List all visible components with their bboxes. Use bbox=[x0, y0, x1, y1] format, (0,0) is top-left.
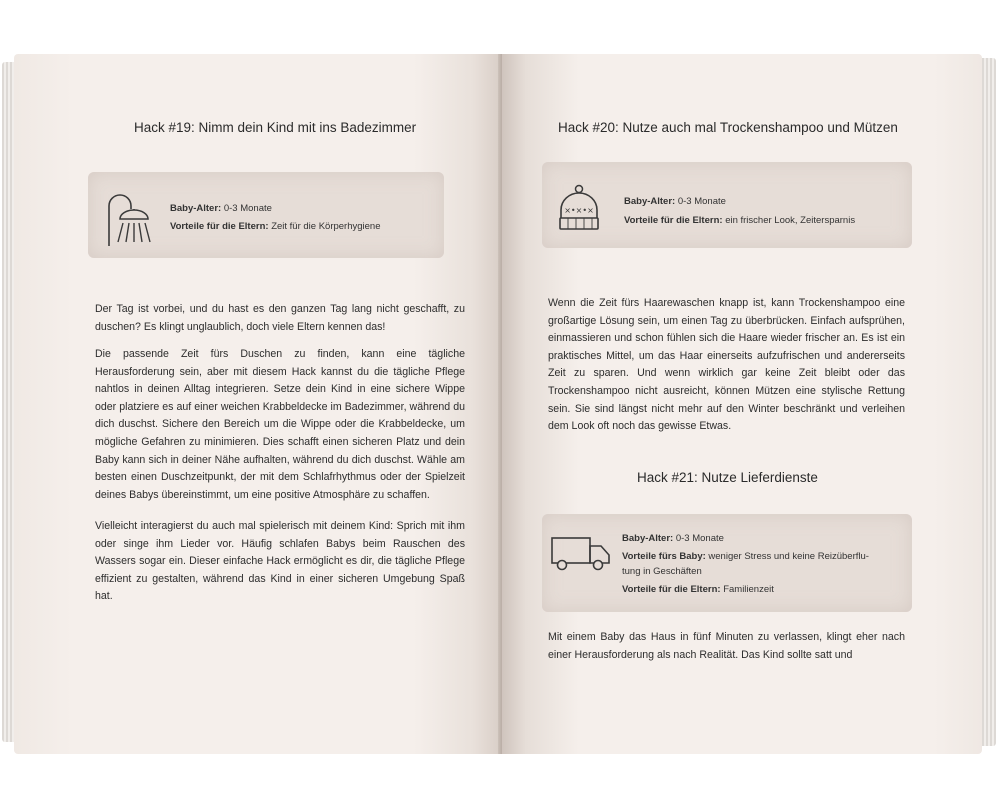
hack-19-paragraph-3: Vielleicht interagierst du auch mal spielerisch mit deinem Kind: Sprich mit ihm oder singe ihm Lieder vor. Häufig schlafen Babys beim Rauschen des Wassers sogar ein. Dieser einfache Hack ermöglicht es dir, die tägliche Pflege effizient zu gestalten, während das Kind in einer sicheren Umgebung Spaß hat. bbox=[95, 520, 465, 603]
hack-21-paragraph: Mit einem Baby das Haus in fünf Minuten zu verlassen, klingt eher nach einer Herausforderung als nach Realität. Das Kind sollte satt und bbox=[548, 631, 905, 661]
hack-20-info-box bbox=[542, 162, 912, 248]
delivery-truck-icon bbox=[550, 536, 612, 572]
hack-19-parents-benefit: Vorteile für die Eltern: Zeit für die Körperhygiene bbox=[170, 221, 381, 232]
hack-20-parents-benefit: Vorteile für die Eltern: ein frischer Look, Zeitersparnis bbox=[624, 215, 856, 226]
right-page bbox=[502, 54, 982, 754]
shower-icon bbox=[106, 192, 156, 248]
hack-20-heading: Hack #20: Nutze auch mal Trockenshampoo und Mützen bbox=[558, 120, 898, 135]
hack-21-baby-benefit-continued: tung in Geschäften bbox=[622, 566, 702, 577]
hack-21-baby-benefit: Vorteile fürs Baby: weniger Stress und keine Reizüberflu- bbox=[622, 551, 869, 562]
hack-21-heading: Hack #21: Nutze Lieferdienste bbox=[637, 470, 818, 485]
hack-19-paragraph-2: Die passende Zeit fürs Duschen zu finden, kann eine tägliche Herausforderung sein, aber mit diesem Hack kannst du die tägliche Pflege nahtlos in deinen Alltag integrieren. Setze dein Kind in eine sichere Wippe oder platziere es auf einer weichen Krabbeldecke im Badezimmer, während du dich duschst. Sichere den Bereich um die Wippe oder die Krabbeldecke, um mögliche Gefahren zu minimieren. Dies schafft einen sicheren Platz und dein Baby kann sich in deiner Nähe aufhalten, während du dich duschst. Wähle am besten einen Duschzeitpunkt, der mit dem Schlafrhythmus oder der Spielzeit deines Babys übereinstimmt, um eine positive Atmosphäre zu schaffen. bbox=[95, 348, 465, 501]
hack-19-info-box bbox=[88, 172, 444, 258]
svg-text:×•×•×: ×•×•× bbox=[564, 206, 594, 215]
hack-20-baby-age: Baby-Alter: 0-3 Monate bbox=[624, 196, 726, 207]
hack-19-heading: Hack #19: Nimm dein Kind mit ins Badezimmer bbox=[134, 120, 417, 135]
left-page bbox=[14, 54, 502, 754]
hack-21-baby-age: Baby-Alter: 0-3 Monate bbox=[622, 533, 724, 544]
beanie-hat-icon bbox=[558, 184, 600, 232]
hack-21-info-box bbox=[542, 514, 912, 612]
hack-21-parents-benefit: Vorteile für die Eltern: Familienzeit bbox=[622, 584, 774, 595]
hack-20-paragraph: Wenn die Zeit fürs Haarewaschen knapp ist, kann Trockenshampoo eine großartige Lösung sein, um einen Tag zu überbrücken. Einfach aufsprühen, einmassieren und schon fühlen sich die Haare wieder frischer an. Es ist ein praktisches Mittel, um das Haar einerseits aufzufrischen und andererseits Zeit zu sparen. Und wenn wirklich gar keine Zeit bleibt oder das Trockenshampoo nicht ausreicht, können Mützen eine stylische Rettung sein. Sie sind längst nicht mehr auf den Winter beschränkt und verleihen dem Look oft noch das gewisse Etwas. bbox=[548, 297, 905, 433]
hack-19-baby-age: Baby-Alter: 0-3 Monate bbox=[170, 203, 272, 214]
hack-19-paragraph-1: Der Tag ist vorbei, und du hast es den ganzen Tag lang nicht geschafft, zu duschen? Es klingt unglaublich, doch viele Eltern kennen das! bbox=[95, 303, 465, 333]
